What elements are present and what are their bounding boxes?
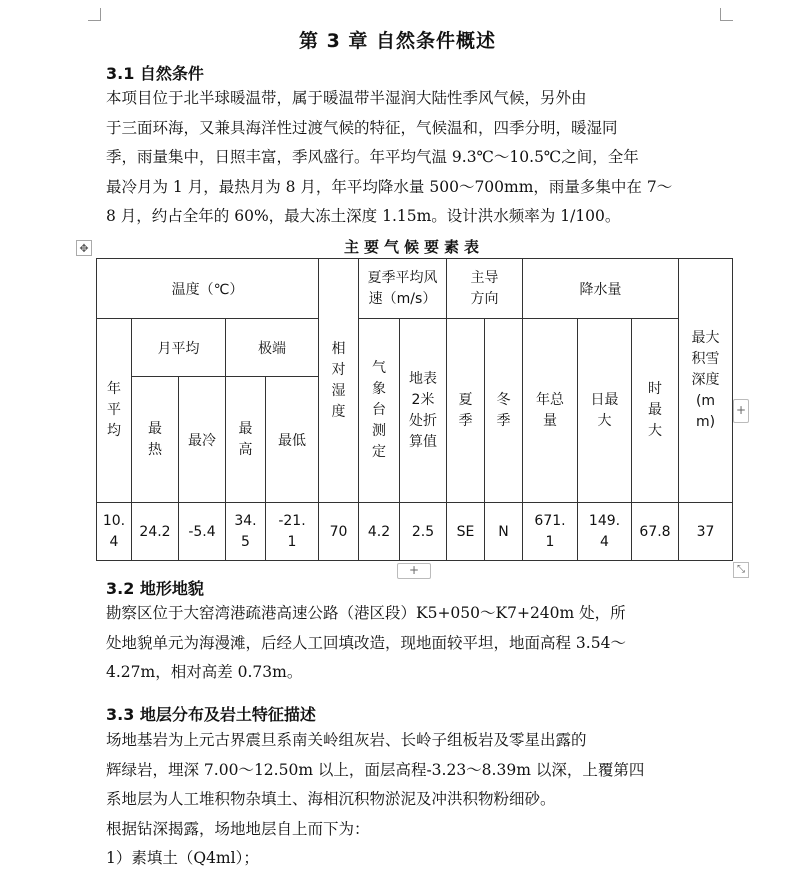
section-heading-3-3: 3.3 地层分布及岩土特征描述 xyxy=(106,705,316,724)
header-precipitation[interactable]: 降水量 xyxy=(523,259,679,319)
table-title: 主要气候要素表 xyxy=(343,238,484,256)
value-max[interactable]: 34.5 xyxy=(226,503,266,561)
header-annual-average[interactable]: 年平均 xyxy=(97,319,132,503)
table-resize-icon[interactable]: ⤡ xyxy=(733,562,749,578)
paragraph-topography[interactable] xyxy=(106,599,726,688)
text-line: 于三面环海，又兼具海洋性过渡气候的特征，气候温和，四季分明，暖湿同 xyxy=(106,118,618,137)
header-direction[interactable]: 主导方向 xyxy=(447,259,523,319)
value-direction-winter[interactable]: N xyxy=(485,503,523,561)
header-extreme[interactable]: 极端 xyxy=(226,319,319,377)
header-wind-speed[interactable]: 夏季平均风速（m/s） xyxy=(359,259,447,319)
value-min[interactable]: -21.1 xyxy=(266,503,319,561)
text-line: 最冷月为 1 月，最热月为 8 月，年平均降水量 500～700mm，雨量多集中在 7～ xyxy=(106,177,673,196)
value-coldest[interactable]: -5.4 xyxy=(179,503,226,561)
header-max[interactable]: 最高 xyxy=(226,377,266,503)
header-temperature[interactable]: 温度（℃） xyxy=(97,259,319,319)
header-hourly-max[interactable]: 时最大 xyxy=(632,319,679,503)
crop-mark-top-right xyxy=(720,8,733,21)
paragraph-natural-conditions[interactable] xyxy=(106,84,726,232)
header-monthly-average[interactable]: 月平均 xyxy=(132,319,226,377)
value-wind-station[interactable]: 4.2 xyxy=(359,503,400,561)
text-line: 系地层为人工堆积物杂填土、海相沉积物淤泥及冲洪积物粉细砂。 xyxy=(106,790,556,808)
value-hottest[interactable]: 24.2 xyxy=(132,503,179,561)
paragraph-strata[interactable] xyxy=(106,726,726,874)
text-line: 本项目位于北半球暖温带，属于暖温带半湿润大陆性季风气候，另外由 xyxy=(106,89,587,107)
text-line: 勘察区位于大窑湾港疏港高速公路（港区段）K5+050～K7+240m 处，所 xyxy=(106,604,626,622)
table-move-handle-icon[interactable]: ✥ xyxy=(76,240,92,256)
header-annual-total[interactable]: 年总量 xyxy=(523,319,578,503)
header-snow-depth[interactable]: 最大积雪深度(mm) xyxy=(679,259,733,503)
climate-table xyxy=(96,258,733,561)
header-summer[interactable]: 夏季 xyxy=(447,319,485,503)
value-wind-surface[interactable]: 2.5 xyxy=(400,503,447,561)
text-line: 4.27m，相对高差 0.73m。 xyxy=(106,663,303,681)
chapter-title: 第 3 章 自然条件概述 xyxy=(298,30,497,52)
value-precip-annual[interactable]: 671.1 xyxy=(523,503,578,561)
header-station[interactable]: 气象台测定 xyxy=(359,319,400,503)
value-annual-average[interactable]: 10.4 xyxy=(97,503,132,561)
header-min[interactable]: 最低 xyxy=(266,377,319,503)
section-heading-3-2: 3.2 地形地貌 xyxy=(106,579,204,598)
value-precip-hourly[interactable]: 67.8 xyxy=(632,503,679,561)
header-daily-max[interactable]: 日最大 xyxy=(578,319,632,503)
header-surface[interactable]: 地表2米处折算值 xyxy=(400,319,447,503)
text-line: 处地貌单元为海漫滩，后经人工回填改造，现地面较平坦，地面高程 3.54～ xyxy=(106,633,626,652)
crop-mark-top-left xyxy=(88,8,101,21)
text-line: 季，雨量集中，日照丰富，季风盛行。年平均气温 9.3℃～10.5℃之间，全年 xyxy=(106,148,639,166)
add-column-button[interactable]: + xyxy=(733,399,749,423)
add-row-button[interactable]: + xyxy=(397,563,431,579)
value-precip-daily[interactable]: 149.4 xyxy=(578,503,632,561)
text-line: 8 月，约占全年的 60%，最大冻土深度 1.15m。设计洪水频率为 1/100。 xyxy=(106,207,621,225)
header-humidity[interactable]: 相对湿度 xyxy=(319,259,359,503)
header-coldest[interactable]: 最冷 xyxy=(179,377,226,503)
value-snow[interactable]: 37 xyxy=(679,503,733,561)
text-line: 根据钻深揭露，场地地层自上而下为： xyxy=(106,819,370,838)
value-direction-summer[interactable]: SE xyxy=(447,503,485,561)
text-line: 场地基岩为上元古界震旦系南关岭组灰岩、长岭子组板岩及零星出露的 xyxy=(106,731,587,749)
header-winter[interactable]: 冬季 xyxy=(485,319,523,503)
header-hottest[interactable]: 最热 xyxy=(132,377,179,503)
text-line: 辉绿岩，埋深 7.00～12.50m 以上，面层高程-3.23～8.39m 以深，上覆第四 xyxy=(106,760,645,779)
text-line: 1）素填土（Q4ml）； xyxy=(106,849,259,867)
value-humidity[interactable]: 70 xyxy=(319,503,359,561)
section-heading-3-1: 3.1 自然条件 xyxy=(106,64,204,83)
